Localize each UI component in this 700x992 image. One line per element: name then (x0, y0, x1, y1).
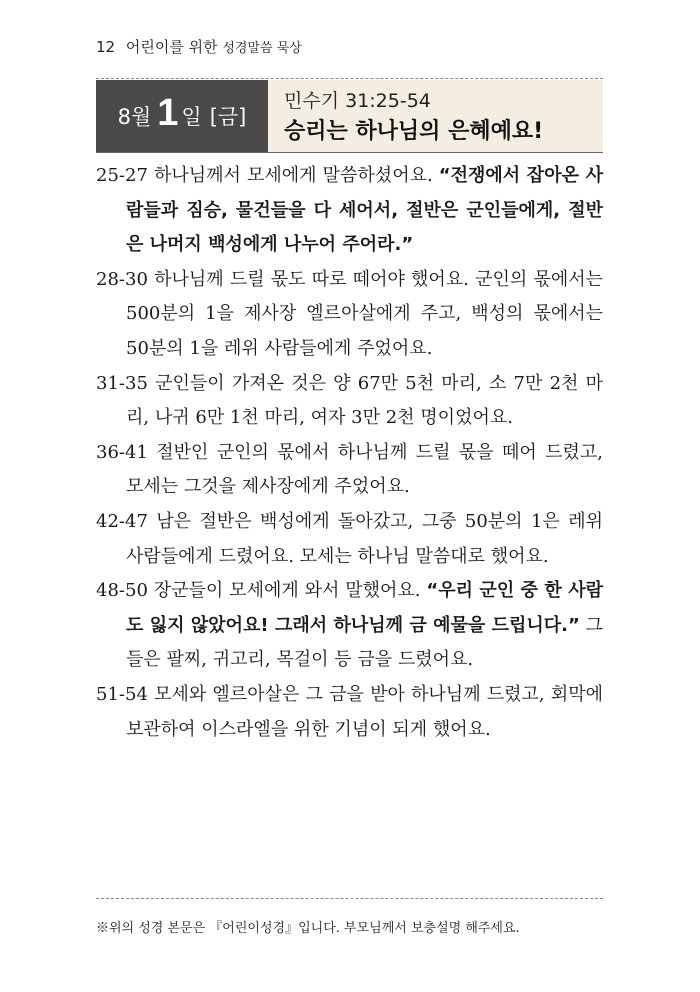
verse-text: 장군들이 모세에게 와서 말했어요. (147, 580, 427, 602)
date-weekday: [금] (209, 105, 247, 129)
passage-title-box (268, 80, 603, 152)
verse-paragraph (96, 678, 603, 747)
verse-paragraph (96, 505, 603, 574)
verse-text: 절반인 군인의 몫에서 하나님께 드릴 몫을 떼어 드렸고, 모세는 그것을 제사장에게 주었어요. (126, 441, 603, 498)
date-month: 8월 (117, 105, 152, 129)
verse-text: 하나님께 드릴 몫도 따로 떼어야 했어요. 군인의 몫에서는 500분의 1을 제사장 엘르아살에게 주고, 백성의 몫에서는 50분의 1을 레위 사람들에게 주었어요. (126, 268, 603, 359)
passage-headline: 승리는 하나님의 은혜예요! (284, 119, 544, 144)
verse-range: 31-35 (96, 372, 148, 394)
header-divider (96, 78, 603, 79)
book-subtitle: 성경말씀 묵상 (222, 41, 302, 56)
title-underline (96, 152, 603, 153)
verse-range: 48-50 (96, 580, 148, 602)
page-number: 12 (96, 38, 116, 56)
verse-paragraph (96, 159, 603, 263)
verse-paragraph (96, 263, 603, 367)
date-day-unit: 일 (181, 105, 202, 129)
verse-quote: “우리 군인 중 한 사람도 잃지 않았어요! 그래서 하나님께 금 예물을 드립니다.” (126, 580, 604, 636)
date-badge (96, 80, 268, 152)
verse-text: 하나님께서 모세에게 말씀하셨어요. (147, 165, 439, 186)
verse-range: 51-54 (96, 683, 148, 705)
verse-range: 28-30 (96, 268, 148, 290)
verse-text: 모세와 엘르아살은 그 금을 받아 하나님께 드렸고, 회막에 보관하여 이스라엘을 위한 기념이 되게 했어요. (126, 683, 603, 740)
scripture-body (96, 159, 603, 747)
footer-divider (96, 898, 603, 899)
verse-range: 36-41 (96, 441, 148, 463)
verse-quote: “전쟁에서 잡아온 사람들과 짐승, 물건들을 다 세어서, 절반은 군인들에게, 절반은 나머지 백성에게 나누어 주어라.” (126, 165, 603, 256)
verse-paragraph (96, 367, 603, 436)
verse-range: 25-27 (96, 165, 148, 186)
verse-range: 42-47 (96, 510, 148, 532)
scripture-reference: 민수기 31:25-54 (284, 90, 431, 112)
verse-paragraph (96, 574, 603, 678)
verse-text: 남은 절반은 백성에게 돌아갔고, 그중 50분의 1은 레위 사람들에게 드렸어요. 모세는 하나님 말씀대로 했어요. (126, 510, 603, 567)
verse-text-after: 그들은 팔찌, 귀고리, 목걸이 등 금을 드렸어요. (126, 614, 603, 671)
footnote: ※위의 성경 본문은 『어린이성경』입니다. 부모님께서 보충설명 해주세요. (96, 921, 520, 936)
book-title: 어린이를 위한 (125, 38, 218, 56)
date-day: 1 (157, 91, 179, 134)
verse-paragraph (96, 436, 603, 505)
verse-text: 군인들이 가져온 것은 양 67만 5천 마리, 소 7만 2천 마리, 나귀 6만 1천 마리, 여자 3만 2천 명이었어요. (126, 372, 603, 429)
running-head (96, 36, 302, 57)
